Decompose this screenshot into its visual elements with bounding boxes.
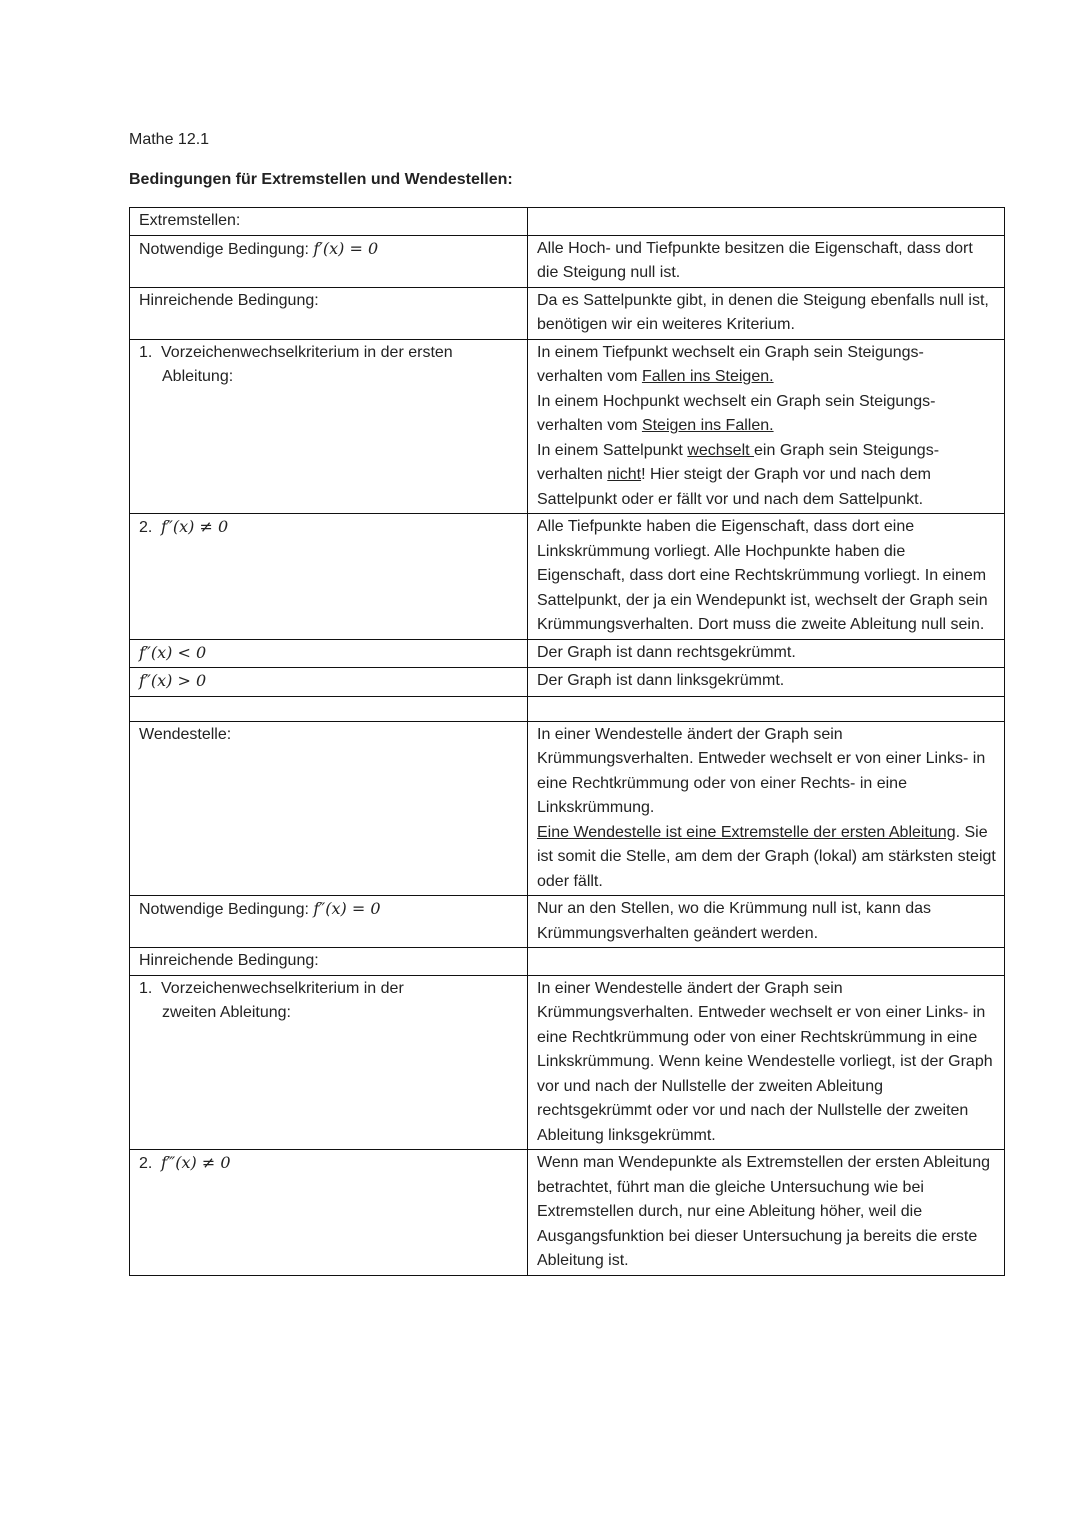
table-row [130, 639, 1005, 668]
wende-hinreichend-label: Hinreichende Bedingung: [130, 948, 528, 976]
extrem-vzw-text [528, 339, 1005, 514]
text: verhalten vom [537, 368, 642, 385]
extrem-notwendig-text: Alle Hoch- und Tiefpunkte besitzen die Eigenschaft, dass dort die Steigung null ist. [528, 235, 1005, 287]
table-row [130, 514, 1005, 640]
wende-intro-text [528, 721, 1005, 896]
extrem-groesser-text: Der Graph ist dann linksgekrümmt. [528, 668, 1005, 697]
extrem-kleiner-text: Der Graph ist dann rechtsgekrümmt. [528, 639, 1005, 668]
course-title: Mathe 12.1 [129, 131, 210, 148]
page-heading: Bedingungen für Extremstellen und Wendestellen: [129, 171, 513, 188]
table-row [130, 668, 1005, 697]
table-row [130, 235, 1005, 287]
wendestelle-title: Wendestelle: [130, 721, 528, 896]
wende-vzw-label [130, 975, 528, 1150]
empty-cell [528, 948, 1005, 976]
table-row [130, 896, 1005, 948]
extrem-vzw-label [130, 339, 528, 514]
text-line [537, 414, 996, 439]
extrem-hinreichend-label: Hinreichende Bedingung: [130, 287, 528, 339]
wende-vzw-text: In einer Wendestelle ändert der Graph sein Krümmungsverhalten. Entweder wechselt er von einer Links- in eine Rechtkrümmung oder von einer Rechtskrümmung in eine Linkskrümmung. Wenn keine Wendestelle vorliegt, ist der Graph vor und nach der Nullstelle der zweiten Ableitung rechtsgekrümmt oder vor und nach der Nullstelle der zweiten Ableitung linksgekrümmt. [528, 975, 1005, 1150]
formula: f″(x) < 0 [139, 642, 207, 662]
text-line: Sattelpunkt oder er fällt vor und nach dem Sattelpunkt. [537, 490, 924, 508]
text: verhalten vom [537, 417, 642, 434]
list-number: 2. [139, 1155, 153, 1172]
text: ein Graph sein Steigungs- [754, 441, 940, 459]
table-row [130, 975, 1005, 1150]
text: verhalten [537, 466, 608, 483]
extrem-hinreichend-text: Da es Sattelpunkte gibt, in denen die Steigung ebenfalls null ist, benötigen wir ein weiteres Kriterium. [528, 287, 1005, 339]
extrem-zweite-text: Alle Tiefpunkte haben die Eigenschaft, dass dort eine Linkskrümmung vorliegt. Alle Hochpunkte haben die Eigenschaft, dass dort eine Rechtskrümmung vorliegt. In einem Sattelpunkt, der ja ein Wendepunkt ist, wechselt der Graph sein Krümmungsverhalten. Dort muss die zweite Ableitung null sein. [528, 514, 1005, 640]
list-number: 1. [139, 979, 153, 997]
underlined-text: wechselt [687, 441, 755, 459]
wende-notwendig-text: Nur an den Stellen, wo die Krümmung null ist, kann das Krümmungsverhalten geändert werden. [528, 896, 1005, 948]
text: In einem Sattelpunkt [537, 441, 688, 459]
text: . Sie ist somit die Stelle, am dem der Graph (lokal) am stärksten steigt oder fällt. [537, 823, 996, 890]
formula: f‴(x) ≠ 0 [161, 1153, 231, 1172]
extremstellen-title: Extremstellen: [130, 208, 528, 236]
text-line: In einem Tiefpunkt wechselt ein Graph sein Steigungs- [537, 343, 924, 361]
wende-notwendig-label [130, 896, 528, 948]
list-number: 2. [139, 519, 153, 536]
underlined-text: Steigen ins Fallen. [641, 417, 774, 434]
list-number: 1. [139, 343, 153, 361]
table-row [130, 1150, 1005, 1276]
label-text: Vorzeichenwechselkriterium in der ersten [161, 343, 453, 361]
text-line: In einem Hochpunkt wechselt ein Graph sein Steigungs- [537, 392, 936, 410]
table-row [130, 721, 1005, 896]
empty-cell [528, 208, 1005, 236]
label-text: Vorzeichenwechselkriterium in der [161, 979, 404, 997]
conditions-table [129, 207, 1005, 1276]
extrem-notwendig-label [130, 235, 528, 287]
table-row [130, 948, 1005, 976]
formula: f″(x) = 0 [313, 899, 381, 918]
wende-dritte-text: Wenn man Wendepunkte als Extremstellen der ersten Ableitung betrachtet, führt man die gleiche Untersuchung wie bei Extremstellen durch, nur eine Ableitung höher, weil die Ausgangsfunktion bei dieser Untersuchung ja bereits die erste Ableitung ist. [528, 1150, 1005, 1276]
label-text: Ableitung: [162, 368, 234, 385]
underlined-text: Eine Wendestelle ist eine Extremstelle der ersten Ableitung [537, 823, 956, 841]
formula: f″(x) > 0 [139, 671, 207, 690]
formula: f′(x) = 0 [313, 238, 379, 258]
table-row [130, 287, 1005, 339]
text: In einer Wendestelle ändert der Graph sein Krümmungsverhalten. Entweder wechselt er von einer Links- in eine Rechtkrümmung oder von einer Rechts- in eine Linkskrümmung. [537, 725, 986, 816]
empty-cell [528, 696, 1005, 721]
formula: f″(x) ≠ 0 [161, 517, 229, 536]
underlined-text: nicht [607, 466, 642, 483]
text-line [537, 463, 996, 488]
extrem-kleiner-label [130, 639, 528, 668]
empty-cell [130, 696, 528, 721]
label-text: Notwendige Bedingung: [139, 240, 314, 258]
text: ! Hier steigt der Graph vor und nach dem [641, 466, 931, 483]
label-text: Notwendige Bedingung: [139, 901, 314, 918]
spacer-row [130, 696, 1005, 721]
text-line [537, 439, 996, 464]
text-line [537, 365, 996, 390]
extrem-groesser-label [130, 668, 528, 697]
label-text: zweiten Ableitung: [162, 1004, 291, 1021]
extrem-zweite-label [130, 514, 528, 640]
underlined-text: Fallen ins Steigen. [641, 368, 774, 385]
wende-dritte-label [130, 1150, 528, 1276]
table-row [130, 339, 1005, 514]
table-row [130, 208, 1005, 236]
